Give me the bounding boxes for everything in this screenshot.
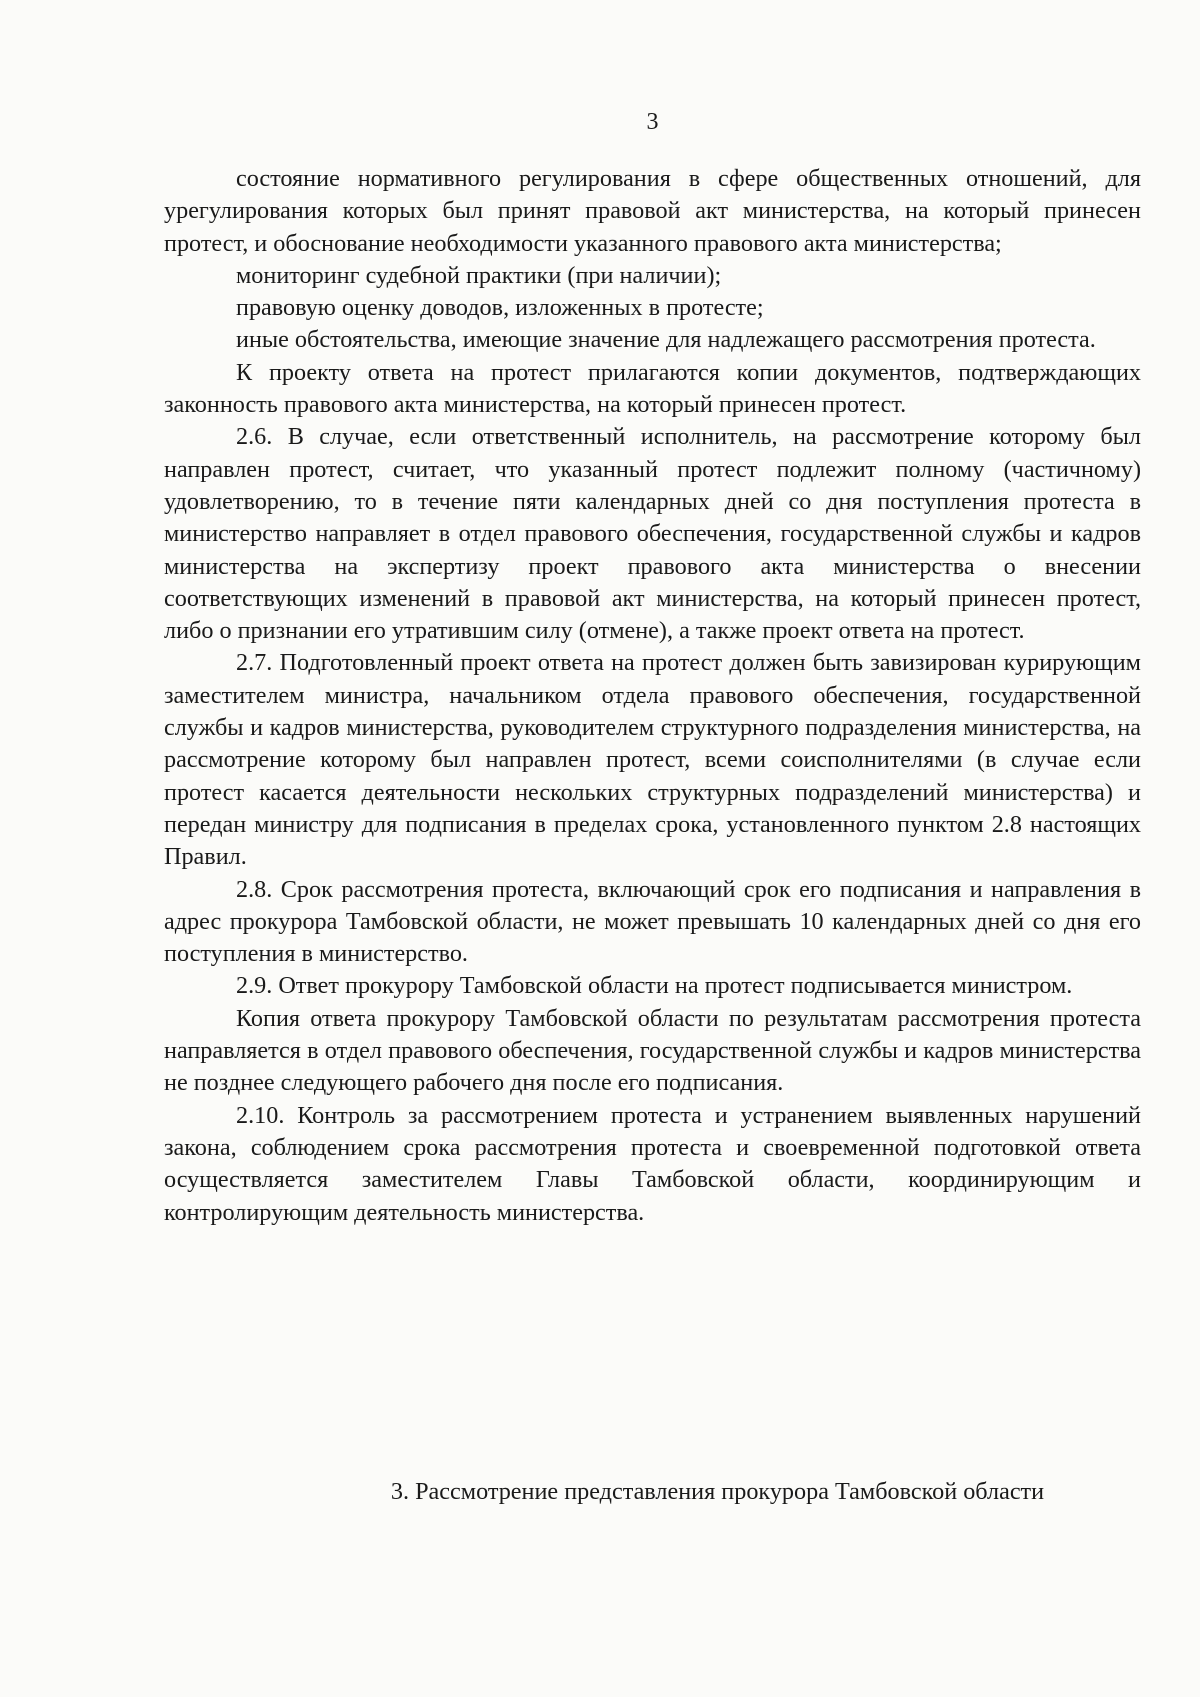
paragraph: состояние нормативного регулирования в сфере общественных отношений, для урегулирования которых был принят правовой акт министерства, на который принесен протест, и обоснование необходимости указанного правового акта министерства; — [164, 165, 1141, 257]
paragraph: 2.10. Контроль за рассмотрением протеста и устранением выявленных нарушений закона, соблюдением срока рассмотрения протеста и своевременной подготовкой ответа осуществляется заместителем Главы Тамбовской области, координирующим и контролирующим деятельность министерства. — [164, 1101, 1141, 1226]
paragraph: Копия ответа прокурору Тамбовской области по результатам рассмотрения протеста направляется в отдел правового обеспечения, государственной службы и кадров министерства не позднее следующего рабочего дня после его подписания. — [164, 1004, 1141, 1097]
page-number: 3 — [646, 109, 659, 135]
paragraph: 2.9. Ответ прокурору Тамбовской области на протест подписывается министром. — [236, 972, 1073, 1000]
paragraph: мониторинг судебной практики (при наличии); — [236, 261, 722, 289]
paragraph: К проекту ответа на протест прилагаются копии документов, подтверждающих законность правового акта министерства, на который принесен протест. — [164, 358, 1141, 419]
paragraph: правовую оценку доводов, изложенных в протесте; — [236, 294, 764, 322]
paragraph: 2.8. Срок рассмотрения протеста, включающий срок его подписания и направления в адрес прокурора Тамбовской области, не может превышать 10 календарных дней со дня его поступления в министерство. — [164, 875, 1141, 968]
paragraph: 2.6. В случае, если ответственный исполнитель, на рассмотрение которому был направлен протест, считает, что указанный протест подлежит полному (частичному) удовлетворению, то в течение пяти календарных дней со дня поступления протеста в министерство направляет в отдел правового обеспечения, государственной службы и кадров министерства на экспертизу проект правового акта министерства о внесении соответствующих изменений в правовой акт министерства, на который принесен протест, либо о признании его утратившим силу (отмене), а также проект ответа на протест. — [164, 423, 1141, 645]
section-heading: 3. Рассмотрение представления прокурора Тамбовской области — [390, 1478, 1045, 1505]
paragraph: 2.7. Подготовленный проект ответа на протест должен быть завизирован курирующим заместителем министра, начальником отдела правового обеспечения, государственной службы и кадров министерства, руководителем структурного подразделения министерства, на рассмотрение которому был направлен протест, всеми соисполнителями (в случае если протест касается деятельности нескольких структурных подразделений министерства) и передан министру для подписания в пределах срока, установленного пунктом 2.8 настоящих Правил. — [164, 649, 1141, 871]
body-text — [164, 163, 1141, 1229]
paragraph: иные обстоятельства, имеющие значение для надлежащего рассмотрения протеста. — [236, 326, 1096, 354]
